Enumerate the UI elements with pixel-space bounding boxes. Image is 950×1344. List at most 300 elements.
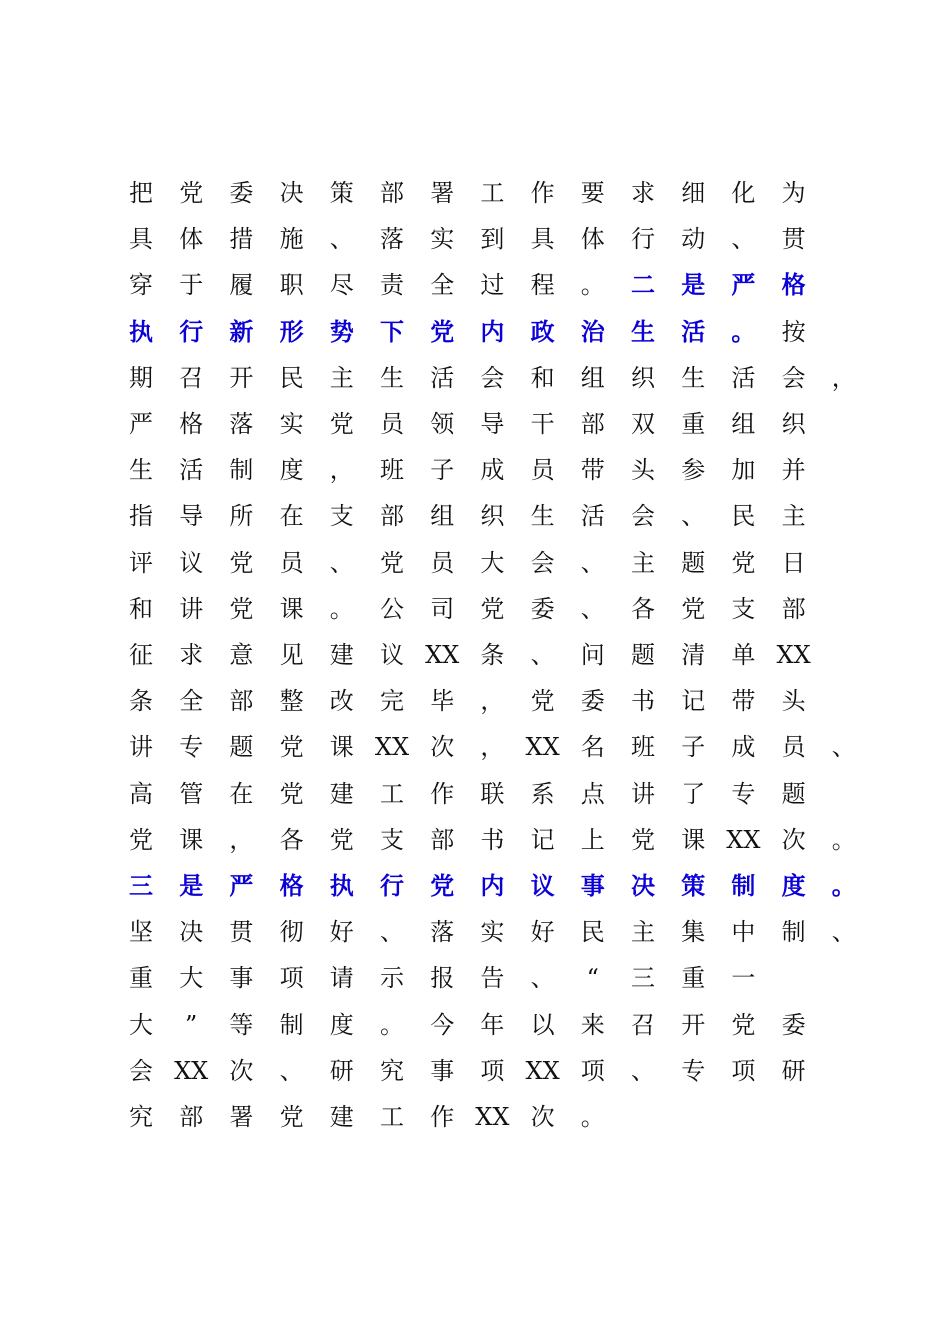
text-char: 主 xyxy=(631,548,655,577)
text-char: ， xyxy=(480,687,505,716)
text-char: 措 xyxy=(229,225,254,254)
text-char: 议 xyxy=(380,641,404,669)
text-char: 程 xyxy=(530,271,555,300)
text-char: 项 xyxy=(279,964,304,993)
text-char: 事 xyxy=(229,964,254,993)
text-char: 整 xyxy=(279,687,304,716)
text-char: 党 xyxy=(681,594,706,623)
text-char: 要 xyxy=(580,179,605,207)
text-char: 导 xyxy=(480,410,505,438)
text-char: 。 xyxy=(731,316,756,346)
text-char: 实 xyxy=(279,410,304,438)
text-char: 、 xyxy=(530,641,555,669)
text-char: 活 xyxy=(731,363,756,392)
text-char: 执 xyxy=(329,871,354,900)
text-char: 书 xyxy=(480,825,505,854)
text-char: 职 xyxy=(279,271,304,300)
text-char: 行 xyxy=(179,316,204,346)
text-char: 过 xyxy=(480,271,505,300)
text-char: XX xyxy=(726,825,761,854)
text-char: ， xyxy=(329,456,354,485)
text-char: 题 xyxy=(631,641,655,669)
text-char: 委 xyxy=(781,1010,806,1039)
text-char: 议 xyxy=(530,871,555,900)
text-line xyxy=(0,1094,950,1140)
text-char: 三 xyxy=(631,964,655,993)
text-char: 责 xyxy=(380,271,404,300)
text-char: 生 xyxy=(129,456,153,485)
text-char: 示 xyxy=(380,964,404,993)
text-char: 加 xyxy=(731,456,756,485)
text-char: 求 xyxy=(631,179,655,207)
text-char: 期 xyxy=(129,363,153,392)
text-char: 、 xyxy=(831,918,856,947)
text-char: 部 xyxy=(229,687,254,716)
text-char: 委 xyxy=(530,594,555,623)
text-char: XX xyxy=(374,733,410,762)
text-line xyxy=(0,401,950,447)
text-line xyxy=(0,355,950,401)
text-char: 部 xyxy=(380,502,404,531)
text-char: 课 xyxy=(681,825,706,854)
text-char: 单 xyxy=(731,641,756,669)
text-char: 下 xyxy=(380,316,404,346)
text-char: 。 xyxy=(580,1103,605,1131)
text-char: 新 xyxy=(229,316,254,346)
text-char: 等 xyxy=(229,1010,254,1039)
text-char: 党 xyxy=(279,1103,304,1131)
text-char: 会 xyxy=(781,363,806,392)
text-char: 好 xyxy=(530,918,555,947)
text-char: 、 xyxy=(731,225,756,254)
text-char: 行 xyxy=(380,871,404,900)
text-char: 部 xyxy=(430,825,455,854)
text-char: 实 xyxy=(480,918,505,947)
text-char: 严 xyxy=(229,871,254,900)
text-char: 部 xyxy=(380,179,404,207)
text-char: 召 xyxy=(179,363,204,392)
text-char: 改 xyxy=(329,687,354,716)
text-line xyxy=(0,1002,950,1048)
text-char: 了 xyxy=(681,779,706,808)
text-char: 见 xyxy=(279,641,304,669)
text-char: 点 xyxy=(580,779,605,808)
text-char: 次 xyxy=(430,733,455,762)
text-line xyxy=(0,863,950,909)
text-char: XX xyxy=(776,641,811,669)
text-char: 党 xyxy=(279,733,304,762)
text-char: 形 xyxy=(279,316,304,346)
text-char: 上 xyxy=(580,825,605,854)
text-char: 组 xyxy=(731,410,756,438)
text-char: 子 xyxy=(430,456,455,485)
text-char: 、 xyxy=(279,1056,304,1085)
text-char: 记 xyxy=(681,687,706,716)
text-char: 和 xyxy=(129,594,153,623)
text-line xyxy=(0,493,950,539)
text-char: 头 xyxy=(781,687,806,716)
text-char: 全 xyxy=(430,271,455,300)
text-char: 高 xyxy=(129,779,153,808)
text-char: 头 xyxy=(631,456,655,485)
text-char: 把 xyxy=(129,179,153,207)
text-line xyxy=(0,909,950,955)
text-char: 活 xyxy=(580,502,605,531)
text-char: 管 xyxy=(179,779,204,808)
text-char: 讲 xyxy=(631,779,655,808)
text-char: 。 xyxy=(580,271,605,300)
text-char: 求 xyxy=(179,641,204,669)
text-char: 具 xyxy=(129,225,153,254)
text-char: 来 xyxy=(580,1010,605,1039)
text-line xyxy=(0,724,950,770)
text-char: XX xyxy=(174,1056,209,1085)
text-char: 召 xyxy=(631,1010,655,1039)
text-line xyxy=(0,632,950,678)
text-char: 专 xyxy=(731,779,756,808)
text-char: 、 xyxy=(380,918,404,947)
text-line xyxy=(0,771,950,817)
text-char: 制 xyxy=(229,456,254,485)
text-char: 贯 xyxy=(781,225,806,254)
text-char: 子 xyxy=(681,733,706,762)
text-char: 党 xyxy=(380,548,404,577)
text-char: 格 xyxy=(279,871,304,900)
text-char: 日 xyxy=(781,548,806,577)
text-char: 势 xyxy=(329,316,354,346)
text-char: 、 xyxy=(329,225,354,254)
text-char: 班 xyxy=(631,733,655,762)
text-char: 活 xyxy=(430,363,455,392)
text-char: 参 xyxy=(681,456,706,485)
text-char: 、 xyxy=(831,733,856,762)
text-char: XX xyxy=(525,733,560,762)
text-line xyxy=(0,955,950,1001)
text-char: 作 xyxy=(530,179,555,207)
text-line xyxy=(0,817,950,863)
text-char: 、 xyxy=(580,594,605,623)
text-char: 建 xyxy=(329,1103,354,1131)
text-char: 干 xyxy=(530,410,555,438)
text-char: 于 xyxy=(179,271,204,300)
text-char: 条 xyxy=(480,641,505,669)
text-char: 组 xyxy=(430,502,455,531)
text-char: 专 xyxy=(179,733,204,762)
text-char: ， xyxy=(480,733,505,762)
text-char: 署 xyxy=(229,1103,254,1131)
text-char: 党 xyxy=(179,179,204,207)
text-char: 请 xyxy=(329,964,354,993)
text-char: 党 xyxy=(129,825,153,854)
text-char: 生 xyxy=(631,316,655,346)
text-char: 到 xyxy=(480,225,505,254)
text-char: 动 xyxy=(681,225,706,254)
text-char: 党 xyxy=(229,548,254,577)
text-char: 并 xyxy=(781,456,806,485)
text-char: 建 xyxy=(329,641,354,669)
text-char: 。 xyxy=(329,594,354,623)
text-char: 度 xyxy=(781,871,806,900)
text-char: 生 xyxy=(380,363,404,392)
text-char: 生 xyxy=(530,502,555,531)
text-char: 主 xyxy=(631,918,655,947)
text-char: 研 xyxy=(329,1056,354,1085)
text-char: 次 xyxy=(530,1103,555,1131)
text-char: 次 xyxy=(229,1056,254,1085)
text-char: 党 xyxy=(279,779,304,808)
text-char: 会 xyxy=(129,1056,153,1085)
text-char: 党 xyxy=(229,594,254,623)
text-char: 党 xyxy=(430,871,455,900)
text-char: 次 xyxy=(781,825,806,854)
text-char: 制 xyxy=(279,1010,304,1039)
text-char: 党 xyxy=(731,548,756,577)
text-char: 工 xyxy=(380,1103,404,1131)
text-char: 主 xyxy=(329,363,354,392)
text-char: 内 xyxy=(480,871,505,900)
text-char: 毕 xyxy=(430,687,455,716)
text-char: 策 xyxy=(681,871,706,900)
text-char: 活 xyxy=(179,456,204,485)
text-char: 细 xyxy=(681,179,706,207)
text-char: 织 xyxy=(781,410,806,438)
text-char: 格 xyxy=(179,410,204,438)
text-char: 领 xyxy=(430,410,455,438)
text-char: 评 xyxy=(129,548,153,577)
text-char: 策 xyxy=(329,179,354,207)
text-char: 作 xyxy=(430,1103,455,1131)
text-char: 双 xyxy=(631,410,655,438)
text-char: 在 xyxy=(279,502,304,531)
text-line xyxy=(0,678,950,724)
text-char: 体 xyxy=(179,225,204,254)
text-char: 工 xyxy=(480,179,505,207)
text-char: 三 xyxy=(129,871,153,900)
text-char: 意 xyxy=(229,641,254,669)
text-char: ， xyxy=(229,825,254,854)
text-char: 重 xyxy=(129,964,153,993)
text-char: 成 xyxy=(480,456,505,485)
text-char: 党 xyxy=(329,825,354,854)
text-char: 度 xyxy=(329,1010,354,1039)
text-char: 二 xyxy=(631,270,655,300)
text-char: 会 xyxy=(530,548,555,577)
text-char: 开 xyxy=(681,1010,706,1039)
text-char: 会 xyxy=(480,363,505,392)
text-line xyxy=(0,262,950,308)
text-char: 、 xyxy=(580,548,605,577)
text-char: 党 xyxy=(329,410,354,438)
text-line xyxy=(0,309,950,355)
text-char: 党 xyxy=(480,594,505,623)
text-char: 开 xyxy=(229,363,254,392)
text-char: 导 xyxy=(179,502,204,531)
text-char: 重 xyxy=(681,410,706,438)
text-char: 党 xyxy=(631,825,655,854)
text-char: 执 xyxy=(129,316,153,346)
text-char: ， xyxy=(831,363,856,392)
text-char: 决 xyxy=(179,918,204,947)
text-char: 坚 xyxy=(129,918,153,947)
text-char: 班 xyxy=(380,456,404,485)
text-char: 题 xyxy=(781,779,806,808)
text-char: 制 xyxy=(781,918,806,947)
text-char: 员 xyxy=(430,548,455,577)
text-char: 今 xyxy=(430,1010,455,1039)
text-char: 落 xyxy=(430,918,455,947)
text-char: 究 xyxy=(380,1056,404,1085)
text-char: 彻 xyxy=(279,918,304,947)
text-char: 支 xyxy=(731,594,756,623)
text-char: 部 xyxy=(580,410,605,438)
text-char: 尽 xyxy=(329,271,354,300)
text-char: 委 xyxy=(229,179,254,207)
text-char: 项 xyxy=(480,1056,505,1085)
text-char: 司 xyxy=(430,594,455,623)
text-char: 项 xyxy=(580,1056,605,1085)
text-char: 和 xyxy=(530,363,555,392)
text-char: 党 xyxy=(530,687,555,716)
text-char: 名 xyxy=(580,733,605,762)
text-char: 所 xyxy=(229,502,254,531)
text-char: 是 xyxy=(681,270,706,300)
text-char: 落 xyxy=(380,225,404,254)
text-char: 指 xyxy=(129,502,153,531)
text-char: 具 xyxy=(530,225,555,254)
text-char: 。 xyxy=(831,871,856,900)
text-char: 主 xyxy=(781,502,806,531)
text-char: 生 xyxy=(681,363,706,392)
text-char: 化 xyxy=(731,179,756,207)
text-char: 部 xyxy=(781,594,806,623)
text-char: 。 xyxy=(831,825,856,854)
text-char: 为 xyxy=(781,179,806,207)
text-char: 在 xyxy=(229,779,254,808)
text-char: 员 xyxy=(781,733,806,762)
text-char: 讲 xyxy=(129,733,153,762)
text-char: 题 xyxy=(229,733,254,762)
text-char: 民 xyxy=(279,363,304,392)
text-char: 究 xyxy=(129,1103,153,1131)
text-char: XX xyxy=(525,1056,560,1085)
text-char: 记 xyxy=(530,825,555,854)
text-char: 议 xyxy=(179,548,204,577)
text-char: 格 xyxy=(781,270,806,300)
text-line xyxy=(0,1048,950,1094)
text-char: 告 xyxy=(480,964,505,993)
text-char: 决 xyxy=(279,179,304,207)
text-char: 履 xyxy=(229,271,254,300)
text-char: 决 xyxy=(631,871,655,900)
text-char: 部 xyxy=(179,1103,204,1131)
text-char: 大 xyxy=(480,548,505,577)
text-char: 按 xyxy=(781,317,806,346)
text-char: 课 xyxy=(329,733,354,762)
text-char: 会 xyxy=(631,502,655,531)
text-char: “ xyxy=(586,964,599,993)
text-char: 织 xyxy=(631,363,655,392)
text-char: 项 xyxy=(731,1056,756,1085)
text-char: 书 xyxy=(631,687,655,716)
text-char: 实 xyxy=(430,225,455,254)
text-char: 联 xyxy=(480,779,505,808)
text-char: 施 xyxy=(279,225,304,254)
text-char: 讲 xyxy=(179,594,204,623)
text-char: 制 xyxy=(731,871,756,900)
text-char: 全 xyxy=(179,687,204,716)
text-char: 员 xyxy=(279,548,304,577)
text-line xyxy=(0,447,950,493)
text-char: 清 xyxy=(681,641,706,669)
text-char: 委 xyxy=(580,687,605,716)
text-char: 员 xyxy=(380,410,404,438)
text-char: 严 xyxy=(129,410,153,438)
text-char: XX xyxy=(425,641,460,669)
text-char: 研 xyxy=(781,1056,806,1085)
text-char: 征 xyxy=(129,641,153,669)
text-char: 题 xyxy=(681,548,706,577)
text-char: 政 xyxy=(530,316,555,346)
text-char: 党 xyxy=(731,1010,756,1039)
text-char: 建 xyxy=(329,779,354,808)
text-char: 大 xyxy=(129,1010,153,1039)
text-line xyxy=(0,540,950,586)
text-line xyxy=(0,586,950,632)
text-char: 带 xyxy=(731,687,756,716)
text-char: 问 xyxy=(580,641,605,669)
text-char: 条 xyxy=(129,687,153,716)
text-char: 好 xyxy=(329,918,354,947)
text-char: 民 xyxy=(731,502,756,531)
text-char: 报 xyxy=(430,964,455,993)
text-char: XX xyxy=(475,1103,510,1131)
text-char: 、 xyxy=(681,502,706,531)
text-char: 各 xyxy=(631,594,655,623)
text-line xyxy=(0,216,950,262)
text-char: 是 xyxy=(179,871,204,900)
text-char: 带 xyxy=(580,456,605,485)
text-char: 党 xyxy=(430,316,455,346)
text-char: 行 xyxy=(631,225,655,254)
text-char: 穿 xyxy=(129,271,153,300)
text-char: 度 xyxy=(279,456,304,485)
text-char: 民 xyxy=(580,918,605,947)
text-char: 组 xyxy=(580,363,605,392)
text-char: 治 xyxy=(580,316,605,346)
text-char: 员 xyxy=(530,456,555,485)
text-char: 体 xyxy=(580,225,605,254)
text-char: 工 xyxy=(380,779,404,808)
text-char: 支 xyxy=(380,825,404,854)
text-char: 年 xyxy=(480,1010,505,1039)
text-char: 专 xyxy=(681,1056,706,1085)
text-char: 署 xyxy=(430,179,455,207)
text-char: 贯 xyxy=(229,918,254,947)
text-char: 成 xyxy=(731,733,756,762)
text-char: ” xyxy=(185,1010,198,1039)
text-char: 一 xyxy=(731,964,756,993)
text-char: 内 xyxy=(480,316,505,346)
text-char: 、 xyxy=(530,964,555,993)
text-char: 大 xyxy=(179,964,204,993)
text-char: 支 xyxy=(329,502,354,531)
text-char: 以 xyxy=(530,1010,555,1039)
text-char: 、 xyxy=(329,548,354,577)
text-char: 作 xyxy=(430,779,455,808)
text-char: 事 xyxy=(580,871,605,900)
text-char: 中 xyxy=(731,918,756,947)
text-char: 事 xyxy=(430,1056,455,1085)
